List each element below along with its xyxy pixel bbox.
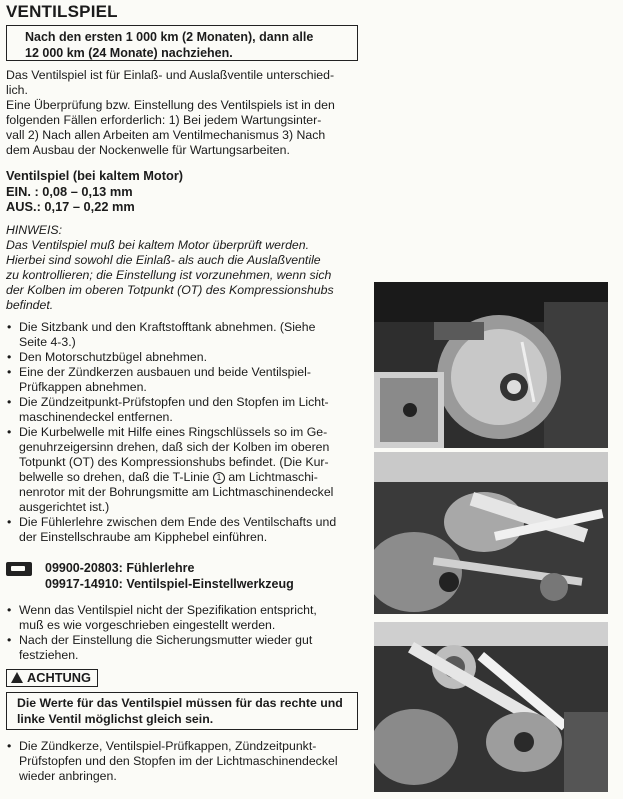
service-interval-box	[6, 25, 358, 61]
valve-adjust-photo-2	[374, 622, 608, 792]
note-block	[6, 223, 366, 313]
spec-exhaust: AUS.: 0,17 – 0,22 mm	[6, 199, 135, 214]
list-item: • Die Sitzbank und den Kraftstofftank abnehmen. (Siehe Seite 4-3.)	[6, 320, 368, 350]
list-item: • Die Kurbelwelle mit Hilfe eines Ringschlüssels so im Ge- genuhrzeigersinn drehen, daß sich der Kolben im oberen Totpunkt (OT) des Kompressionshubs befindet. (Die Kur- belwelle so drehen, daß die T-Linie 1 am Lichtmaschi- nenrotor mit der Bohrungsmitte am Lichtmaschinendeckel ausgerichtet ist.)	[6, 425, 368, 515]
list-item: • Die Fühlerlehre zwischen dem Ende des Ventilschafts und der Einstellschraube am Kipphebel einführen.	[6, 515, 368, 545]
adjustment-steps	[6, 603, 368, 663]
clearance-spec	[6, 168, 183, 215]
valve-adjust-photo-1	[374, 452, 608, 614]
note-text: zu kontrollieren; die Einstellung ist vorzunehmen, wenn sich	[6, 268, 332, 282]
procedure-steps	[6, 320, 368, 545]
list-item: • Nach der Einstellung die Sicherungsmutter wieder gut festziehen.	[6, 633, 368, 663]
intro-text: vall 2) Nach allen Arbeiten am Ventilmechanismus 3) Nach	[6, 128, 326, 142]
interval-line-1: Nach den ersten 1 000 km (2 Monaten), dann alle	[25, 30, 314, 44]
special-tools	[6, 561, 294, 592]
note-text: Das Ventilspiel muß bei kaltem Motor überprüft werden.	[6, 238, 309, 252]
intro-text: folgenden Fällen erforderlich: 1) Bei jedem Wartungsinter-	[6, 113, 322, 127]
tool-icon	[6, 562, 32, 576]
warning-text: Die Werte für das Ventilspiel müssen für das rechte und	[17, 696, 343, 710]
warning-box	[6, 692, 358, 730]
tool-feeler-gauge: 09900-20803: Fühlerlehre	[45, 561, 195, 575]
note-text: Hierbei sind sowohl die Einlaß- als auch die Auslaßventile	[6, 253, 321, 267]
callout-number-icon: 1	[213, 472, 225, 484]
note-text: befindet.	[6, 298, 54, 312]
list-item: • Eine der Zündkerzen ausbauen und beide Ventilspiel- Prüfkappen abnehmen.	[6, 365, 368, 395]
intro-text: dem Ausbau der Nockenwelle für Wartungsarbeiten.	[6, 143, 290, 157]
spec-intake: EIN. : 0,08 – 0,13 mm	[6, 183, 133, 199]
note-label: HINWEIS:	[6, 223, 63, 237]
page-title: VENTILSPIEL	[6, 2, 118, 21]
tool-adjuster: 09917-14910: Ventilspiel-Einstellwerkzeug	[45, 576, 294, 591]
intro-text: Das Ventilspiel ist für Einlaß- und Auslaßventile unterschied-	[6, 68, 335, 82]
list-item: • Den Motorschutzbügel abnehmen.	[6, 350, 368, 365]
intro-paragraph	[6, 68, 366, 158]
note-text: der Kolben im oberen Totpunkt (OT) des Kompressionshubs	[6, 283, 334, 297]
list-item: • Die Zündkerze, Ventilspiel-Prüfkappen, Zündzeitpunkt- Prüfstopfen und den Stopfen im der Lichtmaschinendeckel wieder anbringen.	[6, 739, 368, 784]
intro-text: lich.	[6, 83, 28, 97]
intro-text: Eine Überprüfung bzw. Einstellung des Ventilspiels ist in den	[6, 98, 335, 112]
warning-heading: ACHTUNG	[6, 669, 98, 687]
spec-title: Ventilspiel (bei kaltem Motor)	[6, 168, 184, 183]
interval-line-2: 12 000 km (24 Monate) nachziehen.	[25, 46, 233, 60]
list-item: • Die Zündzeitpunkt-Prüfstopfen und den Stopfen im Licht- maschinendeckel entfernen.	[6, 395, 368, 425]
warning-text: linke Ventil möglichst gleich sein.	[17, 711, 214, 726]
engine-cover-photo	[374, 282, 608, 448]
reassembly-steps	[6, 739, 368, 784]
warning-icon	[11, 672, 23, 683]
list-item: • Wenn das Ventilspiel nicht der Spezifikation entspricht, muß es wie vorgeschrieben eingestellt werden.	[6, 603, 368, 633]
